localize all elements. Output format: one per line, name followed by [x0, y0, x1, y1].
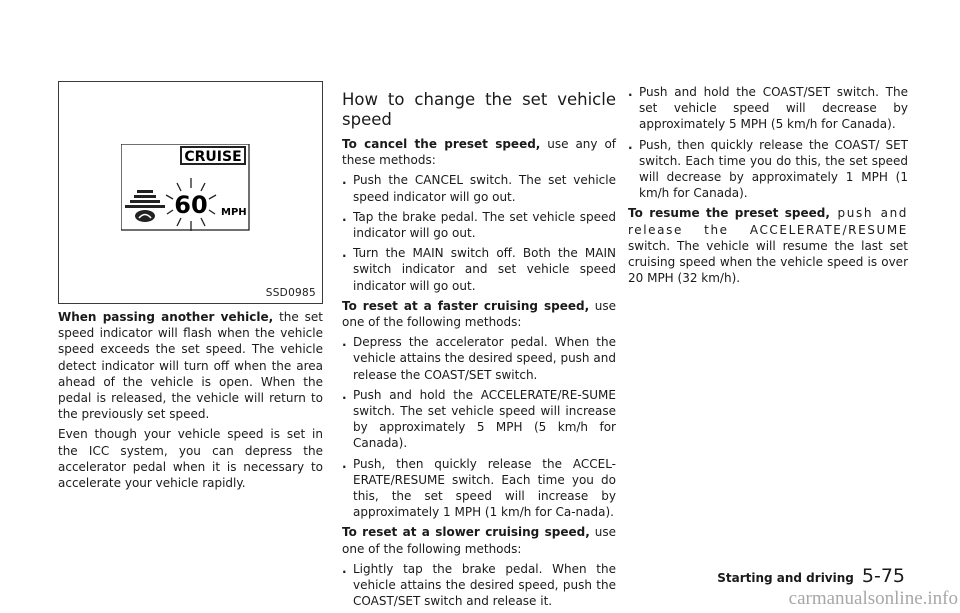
- speed-unit: MPH: [221, 207, 247, 218]
- paragraph-slower: [342, 524, 616, 556]
- list-item-text: Push, then quickly release the COAST/ SET switch. Each time you do this, the set speed will decrease by approximately 1 MPH (1 km/h for Canada).: [639, 137, 908, 201]
- list-item: [342, 561, 616, 610]
- list-item-text: Push and hold the COAST/SET switch. The set vehicle speed will decrease by approximately 5 MPH (5 km/h for Canada).: [639, 85, 908, 132]
- section-heading: How to change the set vehicle speed: [342, 90, 616, 129]
- column-1: [58, 309, 323, 495]
- list-item-text: Lightly tap the brake pedal. When the vehicle attains the desired speed, push the COAST/SET switch and release it.: [353, 561, 616, 609]
- lead-resume: To resume the preset speed,: [628, 206, 830, 221]
- cruise-display-illustration: [121, 144, 261, 254]
- bullet: .: [342, 456, 347, 471]
- list-item: [342, 334, 616, 383]
- figure-caption: SSD0985: [265, 287, 316, 299]
- list-item: [342, 456, 616, 521]
- lead-slower: To reset at a slower cruising speed,: [342, 525, 590, 540]
- bullet: .: [342, 335, 347, 350]
- list-item: [342, 172, 616, 204]
- bullet: .: [342, 173, 347, 188]
- bullet: .: [342, 387, 347, 402]
- page-footer: [717, 565, 905, 587]
- paragraph-resume: [628, 205, 908, 286]
- lead-faster: To reset at a faster cruising speed,: [342, 298, 590, 313]
- list-item: [342, 245, 616, 294]
- paragraph-accelerate: Even though your vehicle speed is set in the ICC system, you can depress the accelerator pedal when it is necessary to accelerate your vehicle rapidly.: [58, 427, 323, 491]
- watermark: carmanualsonline.info: [788, 588, 958, 609]
- list-item: [342, 209, 616, 241]
- list-item: [628, 84, 908, 133]
- bullet: .: [342, 209, 347, 224]
- cruise-badge-text: CRUISE: [184, 149, 242, 165]
- text-cancel: use any of these methods:: [342, 137, 617, 168]
- list-item-text: Depress the accelerator pedal. When the vehicle attains the desired speed, push and release the COAST/SET switch.: [353, 335, 616, 382]
- column-3: [628, 84, 908, 290]
- bullet: .: [628, 85, 633, 99]
- section-name: Starting and driving: [717, 571, 854, 585]
- list-item-text: Push, then quickly release the ACCEL-ERATE/RESUME switch. Each time you do this, the set speed will increase by approximately 1 MPH (1 km/h for Ca-nada).: [353, 456, 616, 520]
- list-item-text: Push and hold the ACCELERATE/RE-SUME switch. The set vehicle speed will increase by approximately 5 MPH (5 km/h for Canada).: [353, 387, 616, 451]
- paragraph-cancel: [342, 136, 616, 168]
- text-faster: use one of the following methods:: [342, 298, 616, 330]
- lead-cancel: To cancel the preset speed,: [342, 137, 541, 151]
- list-item-text: Turn the MAIN switch off. Both the MAIN switch indicator and set vehicle speed indicator will go out.: [353, 246, 616, 293]
- list-item-text: Push the CANCEL switch. The set vehicle speed indicator will go out.: [353, 173, 616, 204]
- text-slower: use one of the following methods:: [342, 525, 616, 556]
- list-item-text: Tap the brake pedal. The set vehicle speed indicator will go out.: [353, 209, 616, 241]
- bullet: .: [342, 561, 347, 576]
- text-resume: switch. The vehicle will resume the last set cruising speed when the vehicle speed is over 20 MPH (32 km/h).: [628, 238, 908, 286]
- page-number: 5-75: [861, 565, 905, 587]
- lead-passing: When passing another vehicle,: [58, 310, 274, 324]
- text-resume-spaced: push and release the ACCELERATE/RESUME: [628, 206, 909, 237]
- paragraph-faster: [342, 298, 616, 330]
- paragraph-passing: [58, 309, 323, 422]
- vehicle-detect-icon: [125, 190, 165, 222]
- bullet: .: [628, 137, 633, 152]
- speed-value: 60: [174, 191, 208, 219]
- list-item: [342, 387, 616, 452]
- cruise-display-figure: [58, 81, 323, 304]
- list-item: [628, 137, 908, 202]
- bullet: .: [342, 246, 347, 261]
- text-passing: the set speed indicator will flash when the vehicle speed exceeds the set speed. The vehicle detect indicator will turn off when the area ahead of the vehicle is open. When the pedal is released, the vehicle will return to the previously set speed.: [58, 310, 323, 422]
- column-2: [342, 90, 616, 613]
